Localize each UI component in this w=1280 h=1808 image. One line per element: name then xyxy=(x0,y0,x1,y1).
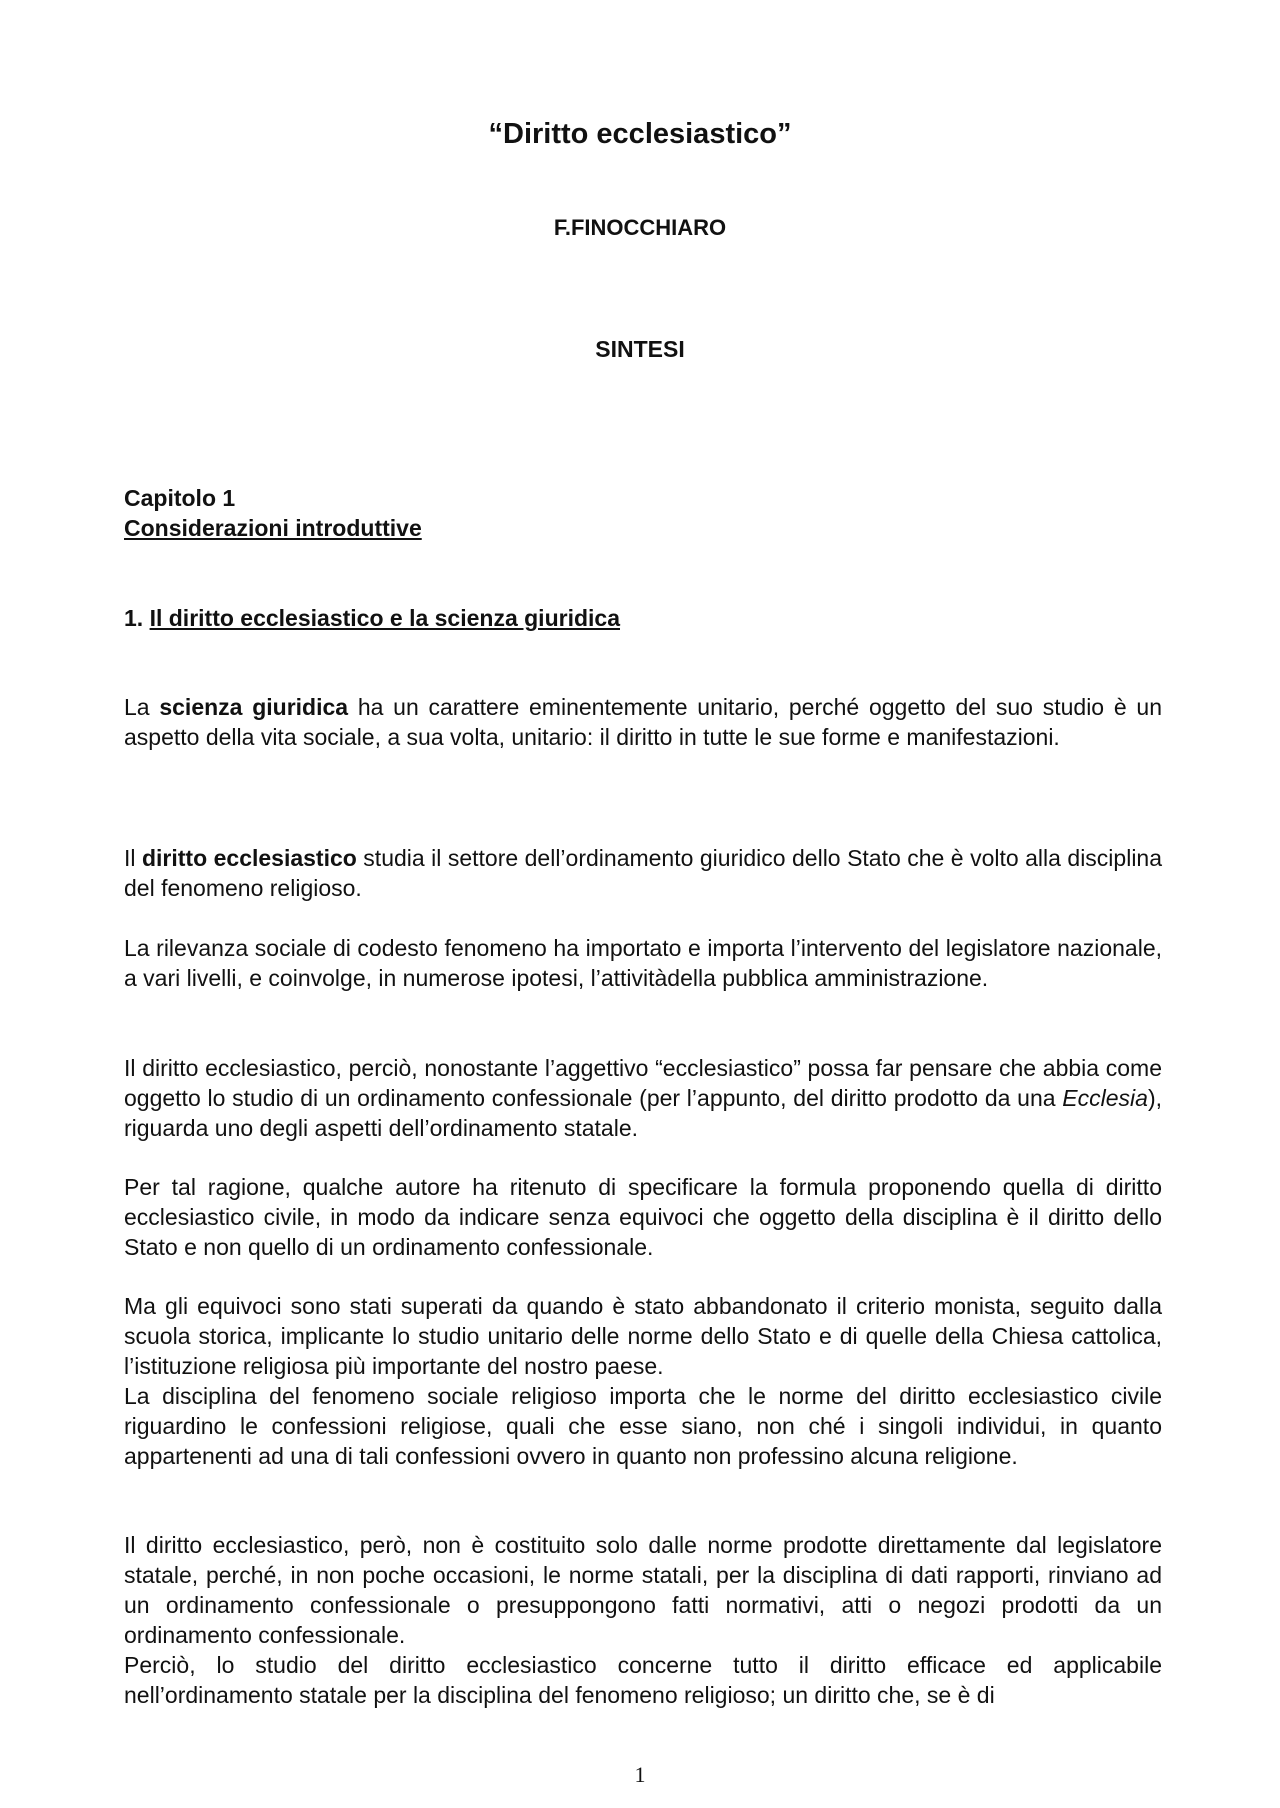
paragraph-8: Il diritto ecclesiastico, però, non è costituito solo dalle norme prodotte direttamente dal legislatore statale, perché, in non poche occasioni, le norme statali, per la disciplina di dati rapporti, rinviano ad un ordinamento confessionale o presuppongono fatti normativi, atti o negozi prodotti da un ordinamento confessionale. xyxy=(124,1532,1162,1648)
document-subtitle: SINTESI xyxy=(595,336,685,362)
document-author: F.FINOCCHIARO xyxy=(553,215,727,240)
paragraph-4-text-b: ), riguarda uno degli aspetti dell’ordinamento statale. xyxy=(124,1085,1162,1141)
paragraph-9: Perciò, lo studio del diritto ecclesiastico concerne tutto il diritto efficace ed applicabile nell’ordinamento statale per la disciplina del fenomeno religioso; un diritto che, se è di xyxy=(124,1652,1162,1708)
section-title: Il diritto ecclesiastico e la scienza giuridica xyxy=(149,605,620,631)
paragraph-1 xyxy=(124,692,1162,752)
paragraph-2 xyxy=(124,843,1162,903)
paragraph-2-text-a: Il xyxy=(124,845,142,871)
paragraph-1-text-b: ha un carattere eminentemente unitario, perché oggetto del suo studio è un aspetto della vita sociale, a sua volta, unitario: il diritto in tutte le sue forme e manifestazioni. xyxy=(124,694,1162,750)
paragraph-3: La rilevanza sociale di codesto fenomeno ha importato e importa l’intervento del legislatore nazionale, a vari livelli, e coinvolge, in numerose ipotesi, l’attivitàdella pubblica amministrazione. xyxy=(124,935,1162,991)
document-title: “Diritto ecclesiastico” xyxy=(488,118,792,150)
paragraph-2-text-b: studia il settore dell’ordinamento giuridico dello Stato che è volto alla disciplina del fenomeno religioso. xyxy=(124,845,1163,901)
page-number: 1 xyxy=(634,1762,646,1787)
paragraph-4-italic: Ecclesia xyxy=(1062,1085,1148,1111)
section-heading xyxy=(124,603,1162,633)
chapter-title: Considerazioni introduttive xyxy=(124,515,422,541)
paragraph-4 xyxy=(124,1053,1162,1143)
paragraph-7: La disciplina del fenomeno sociale religioso importa che le norme del diritto ecclesiastico civile riguardino le confessioni religiose, quali che esse siano, non ché i singoli individui, in quanto appartenenti ad una di tali confessioni ovvero in quanto non professino alcuna religione. xyxy=(124,1383,1162,1469)
chapter-number: Capitolo 1 xyxy=(124,485,236,511)
paragraph-6: Ma gli equivoci sono stati superati da quando è stato abbandonato il criterio monista, seguito dalla scuola storica, implicante lo studio unitario delle norme dello Stato e di quelle della Chiesa cattolica, l’istituzione religiosa più importante del nostro paese. xyxy=(124,1293,1162,1379)
chapter-heading xyxy=(124,483,1162,543)
paragraph-2-bold: diritto ecclesiastico xyxy=(141,845,357,871)
paragraph-1-text-a: La xyxy=(124,694,160,720)
paragraph-4-text-a: Il diritto ecclesiastico, perciò, nonostante l’aggettivo “ecclesiastico” possa far pensare che abbia come oggetto lo studio di un ordinamento confessionale (per l’appunto, del diritto prodotto da una xyxy=(124,1055,1162,1111)
paragraph-1-bold: scienza giuridica xyxy=(159,694,349,720)
paragraph-5: Per tal ragione, qualche autore ha ritenuto di specificare la formula proponendo quella di diritto ecclesiastico civile, in modo da indicare senza equivoci che oggetto della disciplina è il diritto dello Stato e non quello di un ordinamento confessionale. xyxy=(124,1174,1162,1260)
section-number: 1. xyxy=(124,605,150,631)
